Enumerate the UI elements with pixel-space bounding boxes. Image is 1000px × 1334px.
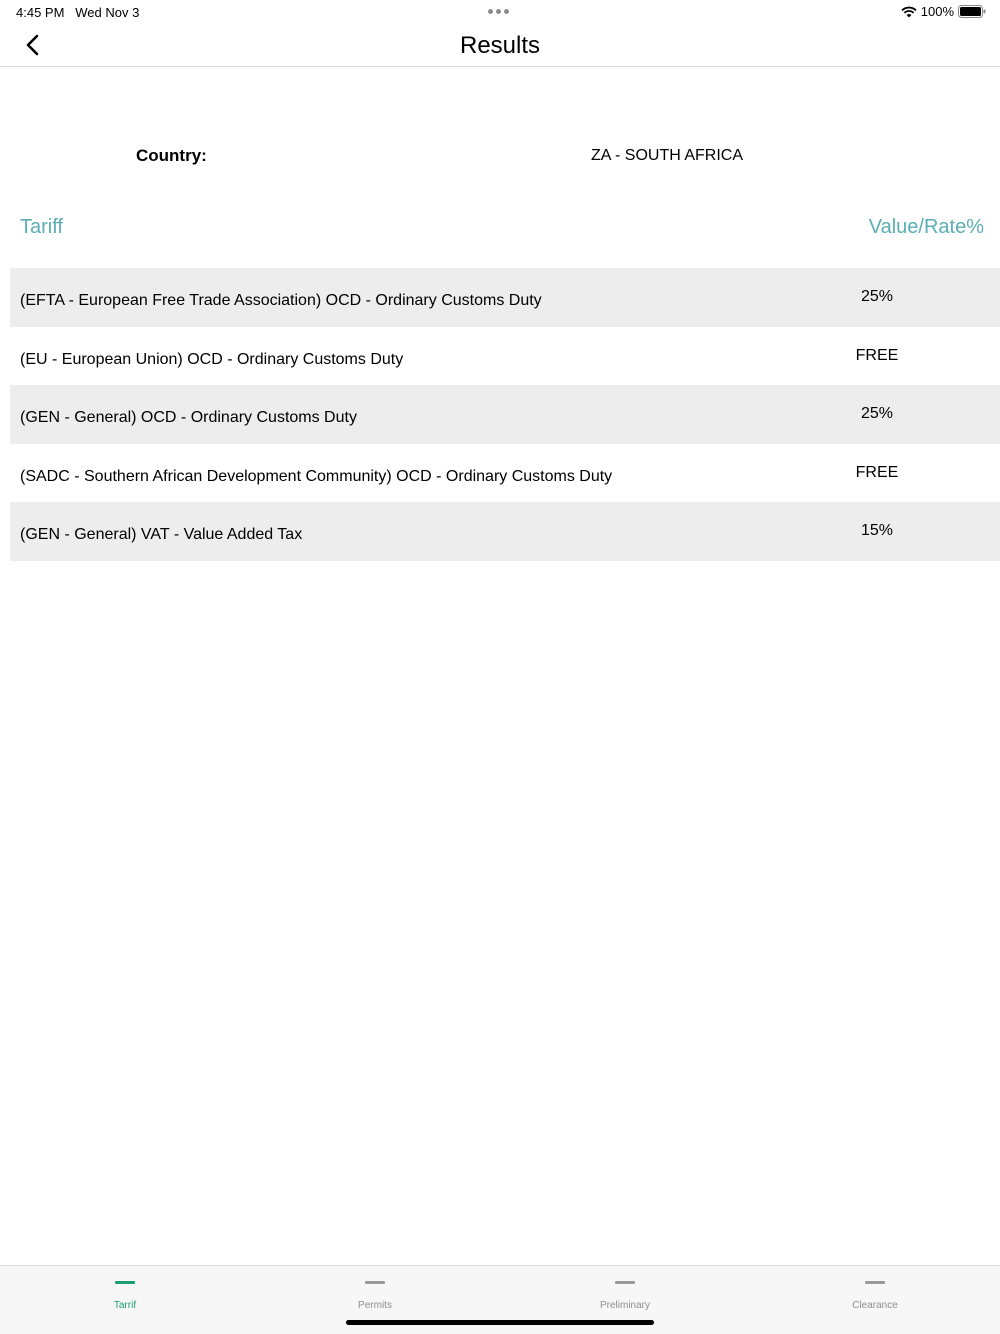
table-row[interactable] — [10, 268, 1000, 327]
tariff-rate: FREE — [855, 346, 899, 364]
status-clock: 4:45 PM — [16, 5, 65, 20]
page-title: Results — [459, 32, 541, 59]
tab-clearance[interactable] — [750, 1266, 1000, 1334]
tab-preliminary-label: Preliminary — [599, 1300, 650, 1311]
tab-tarrif[interactable] — [0, 1266, 250, 1334]
battery-icon — [958, 5, 986, 18]
tab-tarrif-label: Tarrif — [113, 1300, 137, 1311]
tab-permits-icon — [365, 1281, 385, 1284]
wifi-icon — [901, 6, 917, 18]
table-row[interactable] — [10, 385, 1000, 444]
tab-clearance-icon — [865, 1281, 885, 1284]
status-time — [16, 5, 139, 20]
status-date: Wed Nov 3 — [75, 5, 140, 20]
value-rate-column-header: Value/Rate% — [868, 216, 984, 238]
tariff-name: (EFTA - European Free Trade Association) OCD - Ordinary Customs Duty — [20, 292, 542, 309]
table-row[interactable] — [10, 327, 1000, 386]
tariff-rate: 25% — [860, 288, 894, 305]
tariff-name: (SADC - Southern African Development Community) OCD - Ordinary Customs Duty — [20, 467, 613, 485]
country-label: Country: — [136, 146, 207, 165]
tab-clearance-label: Clearance — [852, 1300, 898, 1311]
multitasking-dots-icon[interactable] — [488, 9, 509, 14]
tab-tarrif-icon — [115, 1281, 135, 1284]
battery-percent: 100% — [920, 4, 954, 19]
tariff-list — [10, 268, 1000, 561]
tariff-rate: FREE — [855, 463, 899, 481]
tariff-column-header: Tariff — [20, 216, 63, 238]
status-bar — [0, 0, 1000, 24]
tariff-name: (EU - European Union) OCD - Ordinary Customs Duty — [20, 350, 404, 368]
tariff-name: (GEN - General) VAT - Value Added Tax — [20, 526, 303, 544]
tab-permits-label: Permits — [358, 1300, 392, 1311]
country-value: ZA - SOUTH AFRICA — [591, 147, 744, 164]
navigation-bar — [0, 24, 1000, 67]
tariff-rate: 15% — [860, 522, 894, 540]
home-indicator[interactable] — [346, 1320, 654, 1325]
table-row[interactable] — [10, 444, 1000, 503]
tariff-name: (GEN - General) OCD - Ordinary Customs Duty — [20, 409, 357, 427]
tab-preliminary-icon — [615, 1281, 635, 1284]
status-indicators — [901, 4, 986, 19]
tariff-rate: 25% — [860, 405, 894, 423]
table-row[interactable] — [10, 502, 1000, 561]
